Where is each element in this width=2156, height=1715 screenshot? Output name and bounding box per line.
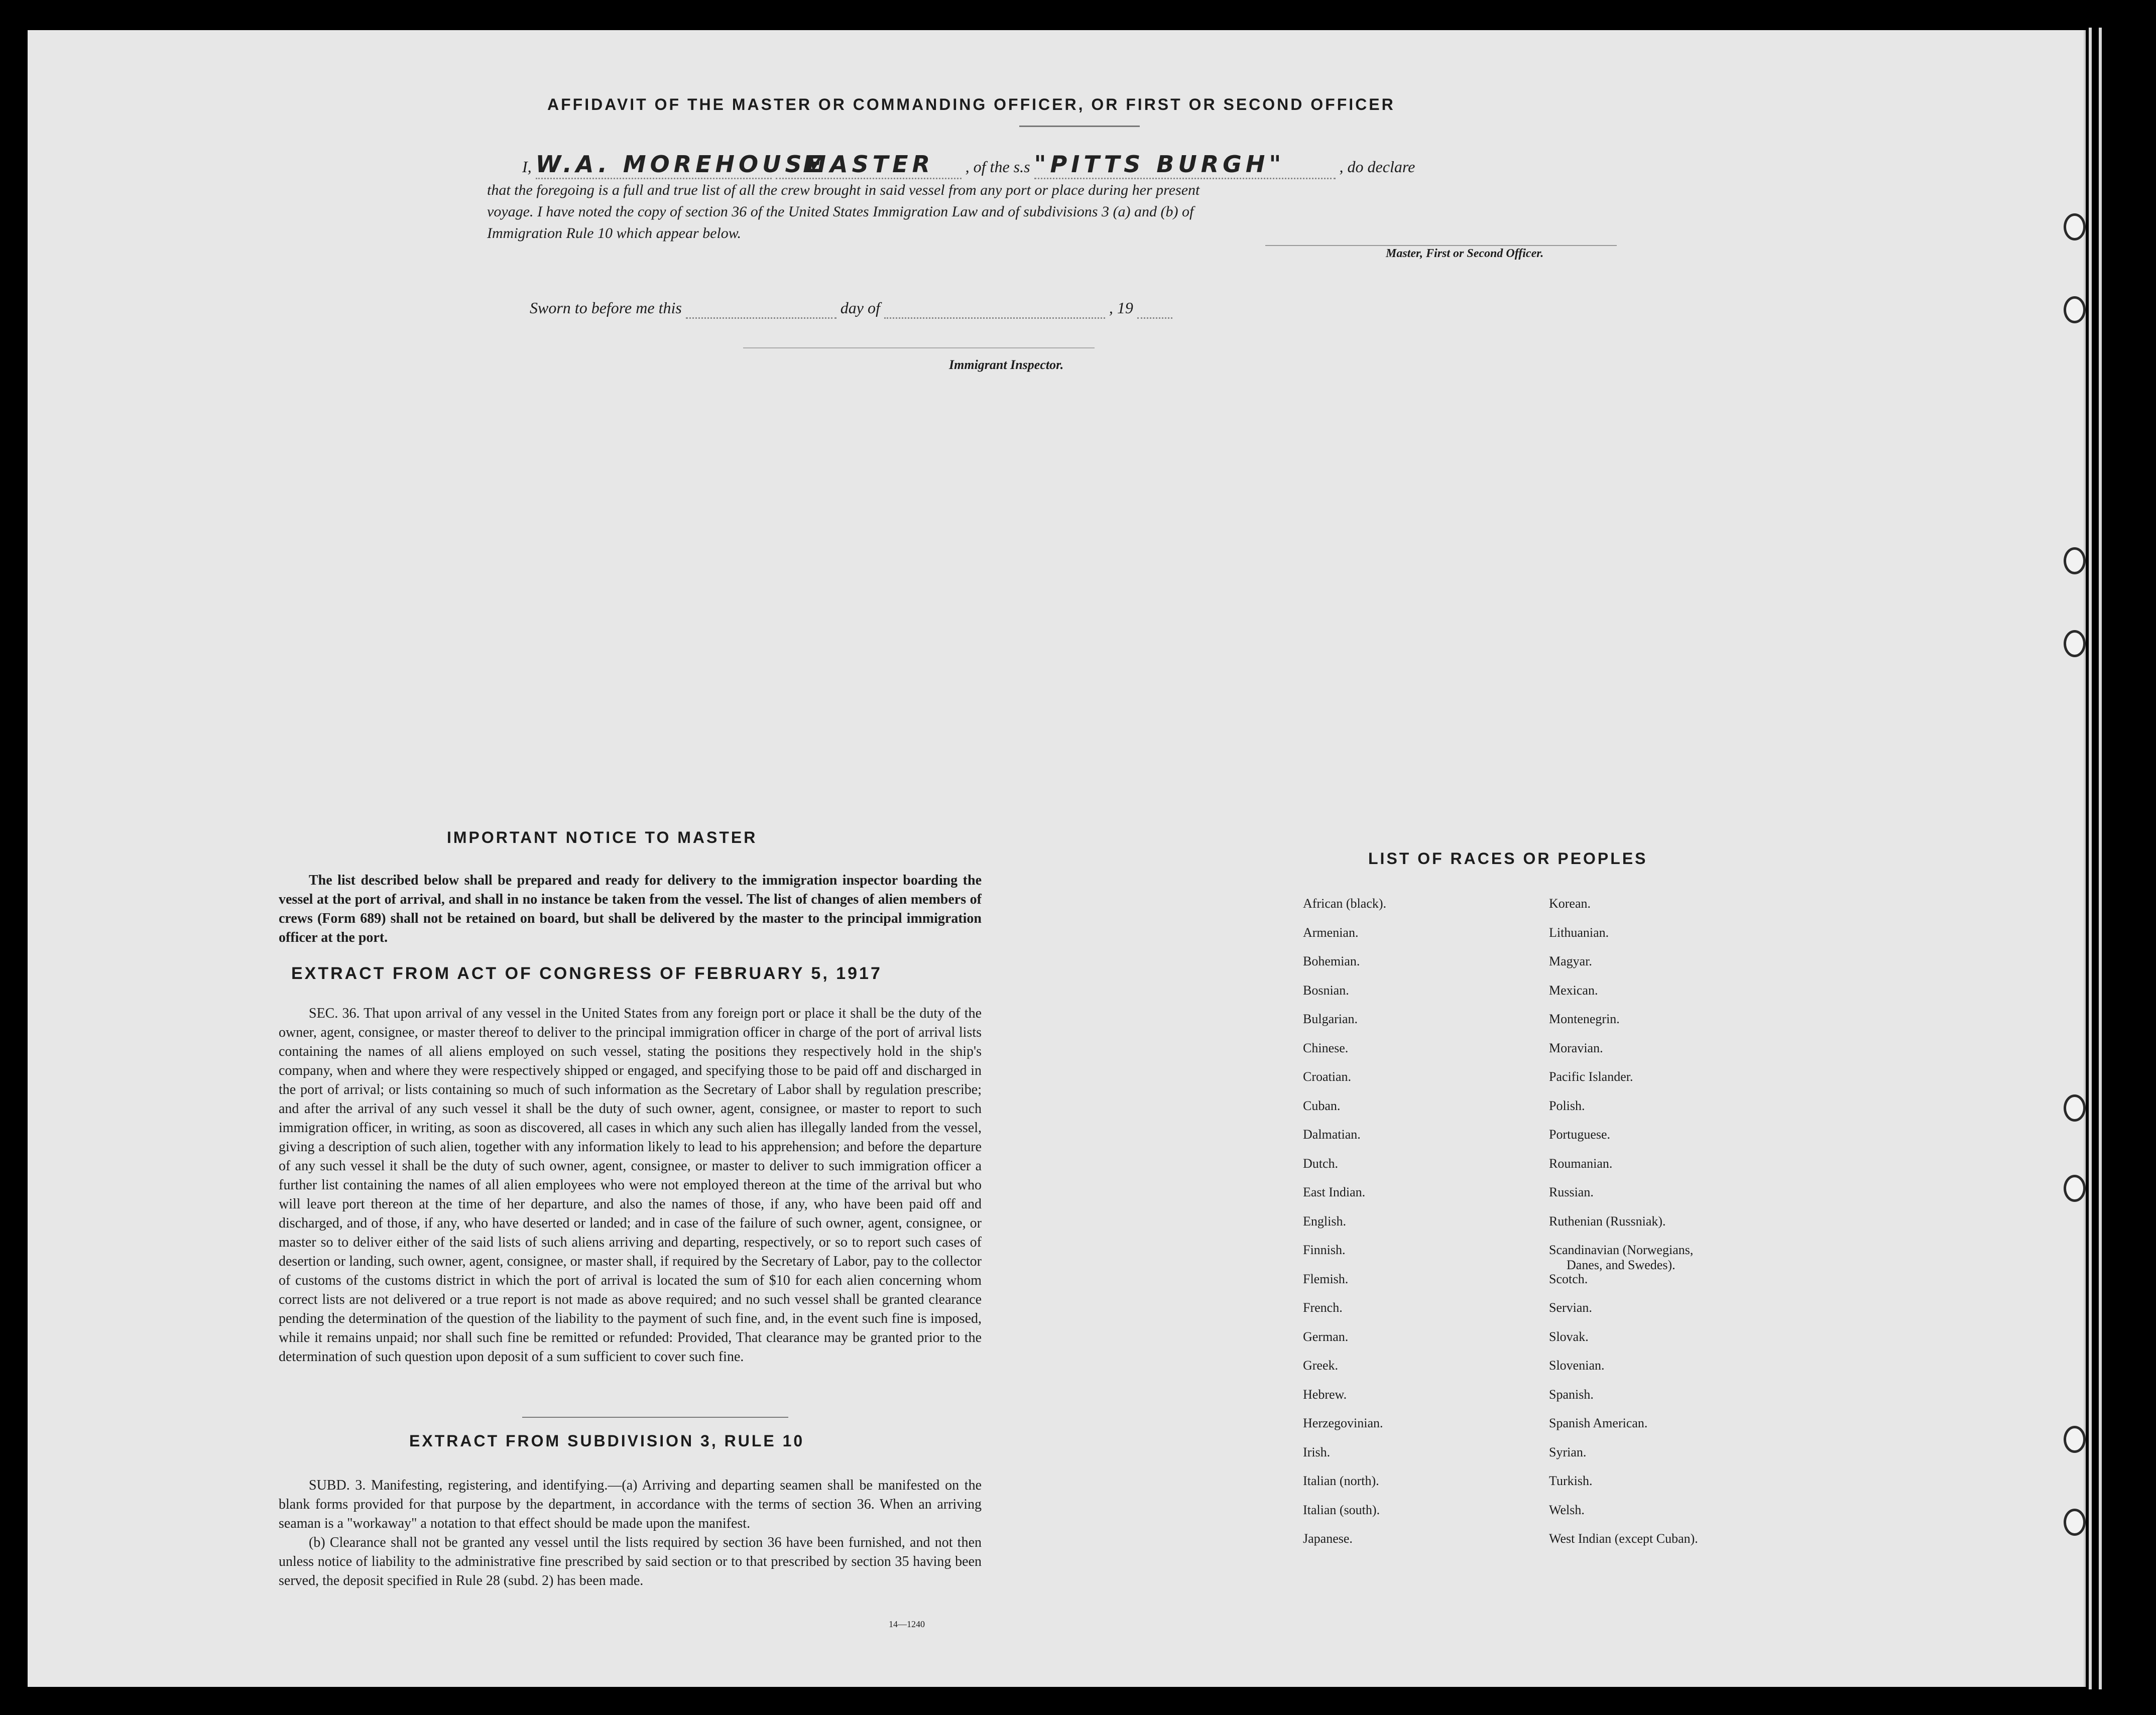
race-left-item: English.	[1303, 1214, 1346, 1229]
binder-hole-icon	[2064, 547, 2086, 574]
binder-hole-icon	[2064, 630, 2086, 657]
year-prefix: , 19	[1109, 299, 1133, 317]
race-left-item: Hebrew.	[1303, 1387, 1347, 1402]
race-right-item: Servian.	[1549, 1300, 1592, 1315]
race-left-item: Chinese.	[1303, 1041, 1349, 1055]
race-right-item: Spanish American.	[1549, 1416, 1648, 1430]
document-sheet	[28, 30, 2086, 1687]
affidavit-line-3: voyage. I have noted the copy of section 36 of the United States Immigration Law and of subdivisions 3 (a) and (b) of	[487, 203, 1194, 220]
do-declare-label: , do declare	[1339, 158, 1415, 176]
race-left-item: Italian (south).	[1303, 1503, 1380, 1517]
binder-hole-icon	[2064, 1426, 2086, 1453]
race-left-item: Irish.	[1303, 1445, 1331, 1459]
rule-text	[279, 1476, 982, 1590]
i-prefix: I,	[522, 158, 532, 176]
race-right-item: Scandinavian (Norwegians,	[1549, 1243, 1694, 1257]
signature-line	[1265, 245, 1617, 246]
race-left-item: Armenian.	[1303, 925, 1359, 940]
page-edge-right	[2099, 28, 2102, 1689]
race-left-item: Dalmatian.	[1303, 1127, 1361, 1142]
binder-hole-icon	[2064, 1094, 2086, 1122]
day-of-label: day of	[840, 299, 880, 317]
master-name-field	[535, 151, 826, 179]
race-right-item: Slovak.	[1549, 1329, 1589, 1344]
race-right-item: Pacific Islander.	[1549, 1069, 1633, 1084]
race-right-item: Spanish.	[1549, 1387, 1594, 1402]
binder-hole-icon	[2064, 296, 2086, 323]
race-right-item: Scotch.	[1549, 1272, 1588, 1286]
race-right-item: Korean.	[1549, 896, 1591, 911]
act-divider	[522, 1417, 788, 1418]
notice-text	[279, 871, 982, 947]
affidavit-line-4: Immigration Rule 10 which appear below.	[487, 225, 742, 241]
race-left-item: French.	[1303, 1300, 1343, 1315]
rule-heading: EXTRACT FROM SUBDIVISION 3, RULE 10	[409, 1432, 805, 1450]
binder-hole-icon	[2064, 1175, 2086, 1202]
race-left-item: Flemish.	[1303, 1272, 1349, 1286]
act-paragraph: SEC. 36. That upon arrival of any vessel in the United States from any foreign port or place it shall be the duty of the owner, agent, consignee, or master thereof to deliver to the principal immigration officer in charge of the port of arrival lists containing the names of all aliens employed on such vessel, stating the positions they respectively hold in the ship's company, when and where they were respectively shipped or engaged, and specifying those to be paid off and discharged in the port of arrival; or lists containing so much of such information as the Secretary of Labor shall by regulation prescribe; and after the arrival of any such vessel it shall be the duty of such owner, agent, consignee, or master to report to such immigration officer, in writing, as soon as discovered, all cases in which any such alien has illegally landed from the vessel, giving a description of such alien, together with any information likely to lead to his apprehension; and before the departure of any such vessel it shall be the duty of such owner, agent, consignee, or master to deliver to such immigration officer a further list containing the names of all alien employees who were not employed thereon at the time of the arrival but who will leave port thereon at the time of her departure, and also the names of those, if any, who have been paid off and discharged, and of those, if any, who have deserted or landed; and in case of the failure of such owner, agent, consignee, or master so to deliver either of the said lists of such aliens arriving and departing, respectively, or so to report such cases of desertion or landing, such owner, agent, consignee, or master shall, if required by the Secretary of Labor, pay to the collector of customs of the customs district in which the port of arrival is located the sum of $10 for each alien concerning whom correct lists are not delivered or a true report is not made as above required; and no such vessel shall be granted clearance pending the determination of the question of the liability to the payment of such fine, and, in the event such fine is imposed, while it remains unpaid; nor shall such fine be remitted or refunded: Provided, That clearance may be granted prior to the determination of such question upon deposit of a sum sufficient to cover such fine.	[279, 1006, 982, 1365]
race-right-item: Welsh.	[1549, 1503, 1585, 1517]
heading-divider	[1019, 126, 1140, 127]
sworn-month-field	[884, 299, 1105, 319]
race-left-item: Cuban.	[1303, 1098, 1341, 1113]
inspector-caption: Immigrant Inspector.	[949, 357, 1064, 372]
race-right-item: Danes, and Swedes).	[1567, 1258, 1675, 1272]
master-name: W.A. MOREHOUSE	[535, 151, 826, 178]
sworn-label: Sworn to before me this	[530, 299, 682, 317]
page-edge-left	[2089, 28, 2092, 1689]
notice-heading: IMPORTANT NOTICE TO MASTER	[447, 828, 758, 846]
race-right-item: West Indian (except Cuban).	[1549, 1531, 1698, 1546]
race-right-item: Syrian.	[1549, 1445, 1587, 1459]
race-left-item: Croatian.	[1303, 1069, 1352, 1084]
signature-caption: Master, First or Second Officer.	[1386, 247, 1544, 260]
race-left-item: Japanese.	[1303, 1531, 1353, 1546]
race-right-item: Roumanian.	[1549, 1156, 1613, 1171]
race-left-item: East Indian.	[1303, 1185, 1366, 1199]
race-left-item: Herzegovinian.	[1303, 1416, 1383, 1430]
of-the-label: , of the s.s	[965, 158, 1030, 176]
notice-paragraph: The list described below shall be prepared and ready for delivery to the immigration inspector boarding the vessel at the port of arrival, and shall in no instance be taken from the vessel. The list of changes of alien members of crews (Form 689) shall not be retained on board, but shall be delivered by the master to the principal immigration officer at the port.	[279, 873, 982, 945]
affidavit-heading: AFFIDAVIT OF THE MASTER OR COMMANDING OFFICER, OR FIRST OR SECOND OFFICER	[547, 95, 1395, 113]
race-left-item: Bosnian.	[1303, 983, 1349, 998]
sworn-day-field	[686, 299, 836, 319]
race-right-item: Turkish.	[1549, 1474, 1593, 1488]
binder-hole-icon	[2064, 1509, 2086, 1536]
race-right-item: Moravian.	[1549, 1041, 1603, 1055]
race-right-item: Ruthenian (Russniak).	[1549, 1214, 1666, 1229]
race-left-item: Bohemian.	[1303, 954, 1360, 968]
race-right-item: Magyar.	[1549, 954, 1592, 968]
act-heading: EXTRACT FROM ACT OF CONGRESS OF FEBRUARY 5, 1917	[291, 964, 882, 983]
race-left-item: African (black).	[1303, 896, 1387, 911]
race-right-item: Russian.	[1549, 1185, 1594, 1199]
inspector-signature-line	[743, 347, 1095, 348]
position-value: MASTER	[803, 151, 934, 178]
race-left-item: Finnish.	[1303, 1243, 1346, 1257]
race-right-item: Mexican.	[1549, 983, 1598, 998]
race-left-item: Italian (north).	[1303, 1474, 1379, 1488]
position-field	[776, 151, 962, 179]
act-text	[279, 1004, 982, 1367]
race-right-item: Portuguese.	[1549, 1127, 1611, 1142]
affidavit-line-1	[522, 151, 1415, 179]
vessel-name-field	[1034, 151, 1336, 179]
affidavit-line-2: that the foregoing is a full and true list of all the crew brought in said vessel from any port or place during her present	[487, 182, 1200, 198]
race-left-item: German.	[1303, 1329, 1349, 1344]
race-right-item: Polish.	[1549, 1098, 1585, 1113]
sworn-year-field	[1137, 299, 1172, 319]
race-left-item: Bulgarian.	[1303, 1012, 1358, 1026]
race-left-item: Greek.	[1303, 1358, 1339, 1373]
race-right-item: Lithuanian.	[1549, 925, 1609, 940]
race-right-item: Montenegrin.	[1549, 1012, 1620, 1026]
sworn-line	[530, 299, 1172, 319]
rule-paragraph-b: (b) Clearance shall not be granted any vessel until the lists required by section 36 have been furnished, and not then unless notice of liability to the administrative fine prescribed by said section or to that prescribed by section 35 having been served, the deposit specified in Rule 28 (subd. 2) has been made.	[279, 1535, 982, 1588]
vessel-name: "PITTS BURGH"	[1034, 151, 1285, 178]
rule-paragraph-a: SUBD. 3. Manifesting, registering, and identifying.—(a) Arriving and departing seamen shall be manifested on the blank forms provided for that purpose by the department, in accordance with the terms of section 36. When an arriving seaman is a "workaway" a notation to that effect should be made upon the manifest.	[279, 1478, 982, 1531]
form-number: 14—1240	[889, 1619, 925, 1629]
race-right-item: Slovenian.	[1549, 1358, 1605, 1373]
races-heading: LIST OF RACES OR PEOPLES	[1368, 849, 1648, 868]
race-left-item: Dutch.	[1303, 1156, 1339, 1171]
binder-hole-icon	[2064, 213, 2086, 240]
